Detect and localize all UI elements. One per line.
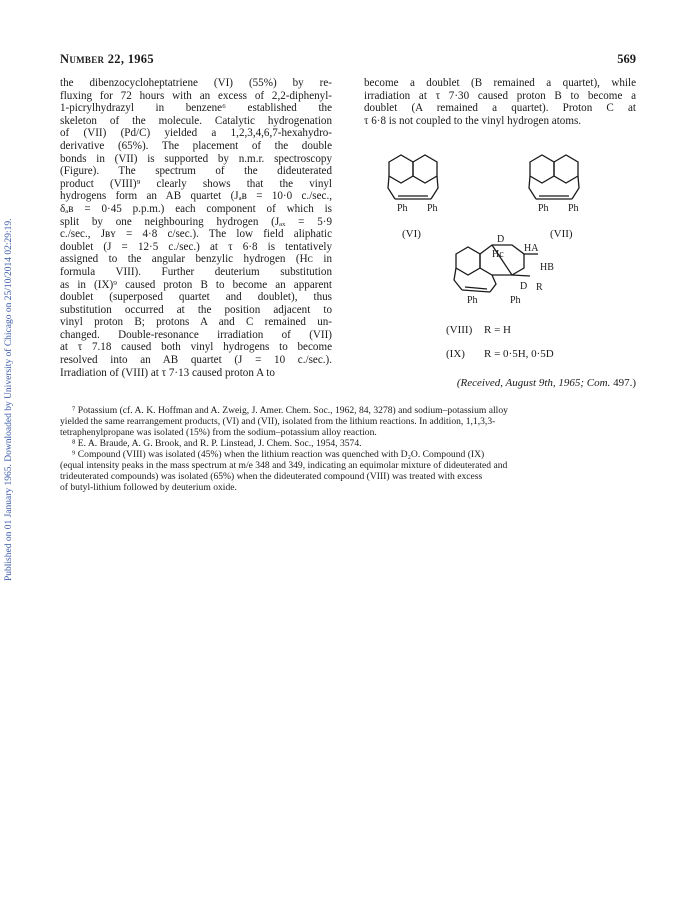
- text-line: assigned to the angular benzylic hydrogen (Hᴄ in: [60, 253, 332, 266]
- text-line: product (VIII)⁹ clearly shows that the vinyl: [60, 177, 332, 190]
- page-number: 569: [617, 52, 636, 66]
- text-line: bonds in (VII) is supported by n.m.r. spectroscopy: [60, 152, 332, 165]
- left-column: [60, 77, 332, 379]
- viii-hc: Hc: [492, 249, 504, 260]
- text-line: fluxing for 72 hours with an excess of 2,2-diphenyl-: [60, 89, 332, 102]
- footnote-line: of butyl-lithium followed by deuterium oxide.: [60, 482, 237, 493]
- footnote-line: yielded the same rearrangement products, (VI) and (VII), isolated from the lithium reactions. In addition, 1,1,3,3-: [60, 416, 496, 427]
- text-line: irradiation at τ 7·30 caused proton B to become a: [364, 89, 636, 102]
- text-line: at τ 7.18 caused both vinyl hydrogens to become: [60, 341, 332, 354]
- footnote-line: tetraphenylpropane was isolated (15%) from the sodium–potassium alloy reaction.: [60, 427, 377, 438]
- viii-ha: HA: [524, 243, 539, 254]
- structure-vii: [529, 155, 579, 199]
- text-line: split by one neighbouring hydrogen (Jₐₓ = 5·9: [60, 215, 332, 228]
- text-line: doublet (superposed quartet and doublet), thus: [60, 291, 332, 304]
- text-line: doublet (A remained a quartet). Proton C at: [364, 102, 636, 115]
- structure-vi: [388, 155, 438, 199]
- page-header: [60, 52, 636, 68]
- communication-label: Com.: [586, 377, 611, 389]
- text-line: c./sec., Jʙʏ = 4·8 c/sec.). The low field aliphatic: [60, 228, 332, 241]
- text-line: resolved into an AB quartet (J = 10 c./sec.).: [60, 354, 332, 367]
- text-line: become a doublet (B remained a quartet), while: [364, 77, 636, 89]
- footnote-8: [60, 438, 636, 449]
- text-line: formula VIII). Further deuterium substitution: [60, 265, 332, 278]
- footnote-line: ⁹ Compound (VIII) was isolated (45%) when the lithium reaction was quenched with D₂O. Compound (IX): [72, 449, 485, 460]
- text-line: skeleton of the molecule. Catalytic hydrogenation: [60, 114, 332, 127]
- viii-r: R: [536, 282, 543, 293]
- footnote-7: [60, 405, 636, 438]
- footnote-9: [60, 449, 636, 493]
- text-line: δₐʙ = 0·45 p.p.m.) each component of which is: [60, 202, 332, 215]
- label-vi: (VI): [402, 228, 421, 240]
- text-line: τ 6·8 is not coupled to the vinyl hydrogen atoms.: [364, 114, 582, 127]
- vii-ph-left: Ph: [538, 203, 549, 214]
- chemical-structures: [364, 142, 636, 402]
- text-line: hydrogens form an AB quartet (Jₐʙ = 10·0 c./sec.,: [60, 190, 332, 203]
- viii-hb: HB: [540, 262, 554, 273]
- r-viii: R = H: [484, 324, 511, 336]
- text-line: as in (IX)⁹ caused proton B to become an apparent: [60, 278, 332, 291]
- text-line: doublet (J = 12·5 c./sec.) at τ 6·8 is tentatively: [60, 240, 332, 253]
- right-column: [364, 77, 636, 127]
- footnote-line: ⁸ E. A. Braude, A. G. Brook, and R. P. Linstead, J. Chem. Soc., 1954, 3574.: [72, 438, 362, 449]
- footnote-line: ⁷ Potassium (cf. A. K. Hoffman and A. Zweig, J. Amer. Chem. Soc., 1962, 84, 3278) and sodium–potassium alloy: [72, 405, 508, 416]
- publication-stamp: Published on 01 January 1965. Downloaded by University of Chicago on 25/10/2014 02:29:19.: [4, 218, 14, 582]
- r-ix: R = 0·5H, 0·5D: [484, 348, 554, 360]
- viii-d-top: D: [497, 234, 505, 245]
- received-text: (Received, August 9th, 1965;: [456, 377, 585, 389]
- footnote-line: trideuterated compounds) was isolated (65%) when the dideuterated compound (VIII) was treated with excess: [60, 471, 483, 482]
- vi-ph-left: Ph: [397, 203, 408, 214]
- text-line: 1-picrylhydrazyl in benzene⁶ established the: [60, 102, 332, 115]
- vii-ph-right: Ph: [568, 203, 579, 214]
- journal-issue: Number 22, 1965: [60, 52, 154, 66]
- label-vii: (VII): [550, 228, 573, 240]
- text-line: vinyl proton B; protons A and C remained un-: [60, 316, 332, 329]
- vi-ph-right: Ph: [427, 203, 438, 214]
- text-line: Irradiation of (VIII) at τ 7·13 caused proton A to: [60, 366, 275, 379]
- footnote-line: (equal intensity peaks in the mass spectrum at m/e 348 and 349, indicating an equimolar mixture of dideuterated and: [60, 460, 508, 471]
- viii-d-bottom: D: [520, 281, 528, 292]
- viii-ph-left: Ph: [467, 295, 478, 306]
- text-line: derivative (65%). The placement of the double: [60, 139, 332, 152]
- text-line: substitution occurred at the position adjacent to: [60, 303, 332, 316]
- text-line: the dibenzocycloheptatriene (VI) (55%) by re-: [60, 77, 332, 89]
- communication-number: 497.): [613, 377, 636, 389]
- structures-svg: [364, 142, 636, 377]
- label-ix: (IX): [446, 348, 465, 360]
- text-line: changed. Double-resonance irradiation of (VII): [60, 328, 332, 341]
- text-line: of (VII) (Pd/C) yielded a 1,2,3,4,6,7-hexahydro-: [60, 127, 332, 140]
- label-viii: (VIII): [446, 324, 473, 336]
- footnotes: [60, 405, 636, 493]
- text-line: (Figure). The spectrum of the dideuterated: [60, 165, 332, 178]
- viii-ph-right: Ph: [510, 295, 521, 306]
- received-date: [364, 377, 636, 389]
